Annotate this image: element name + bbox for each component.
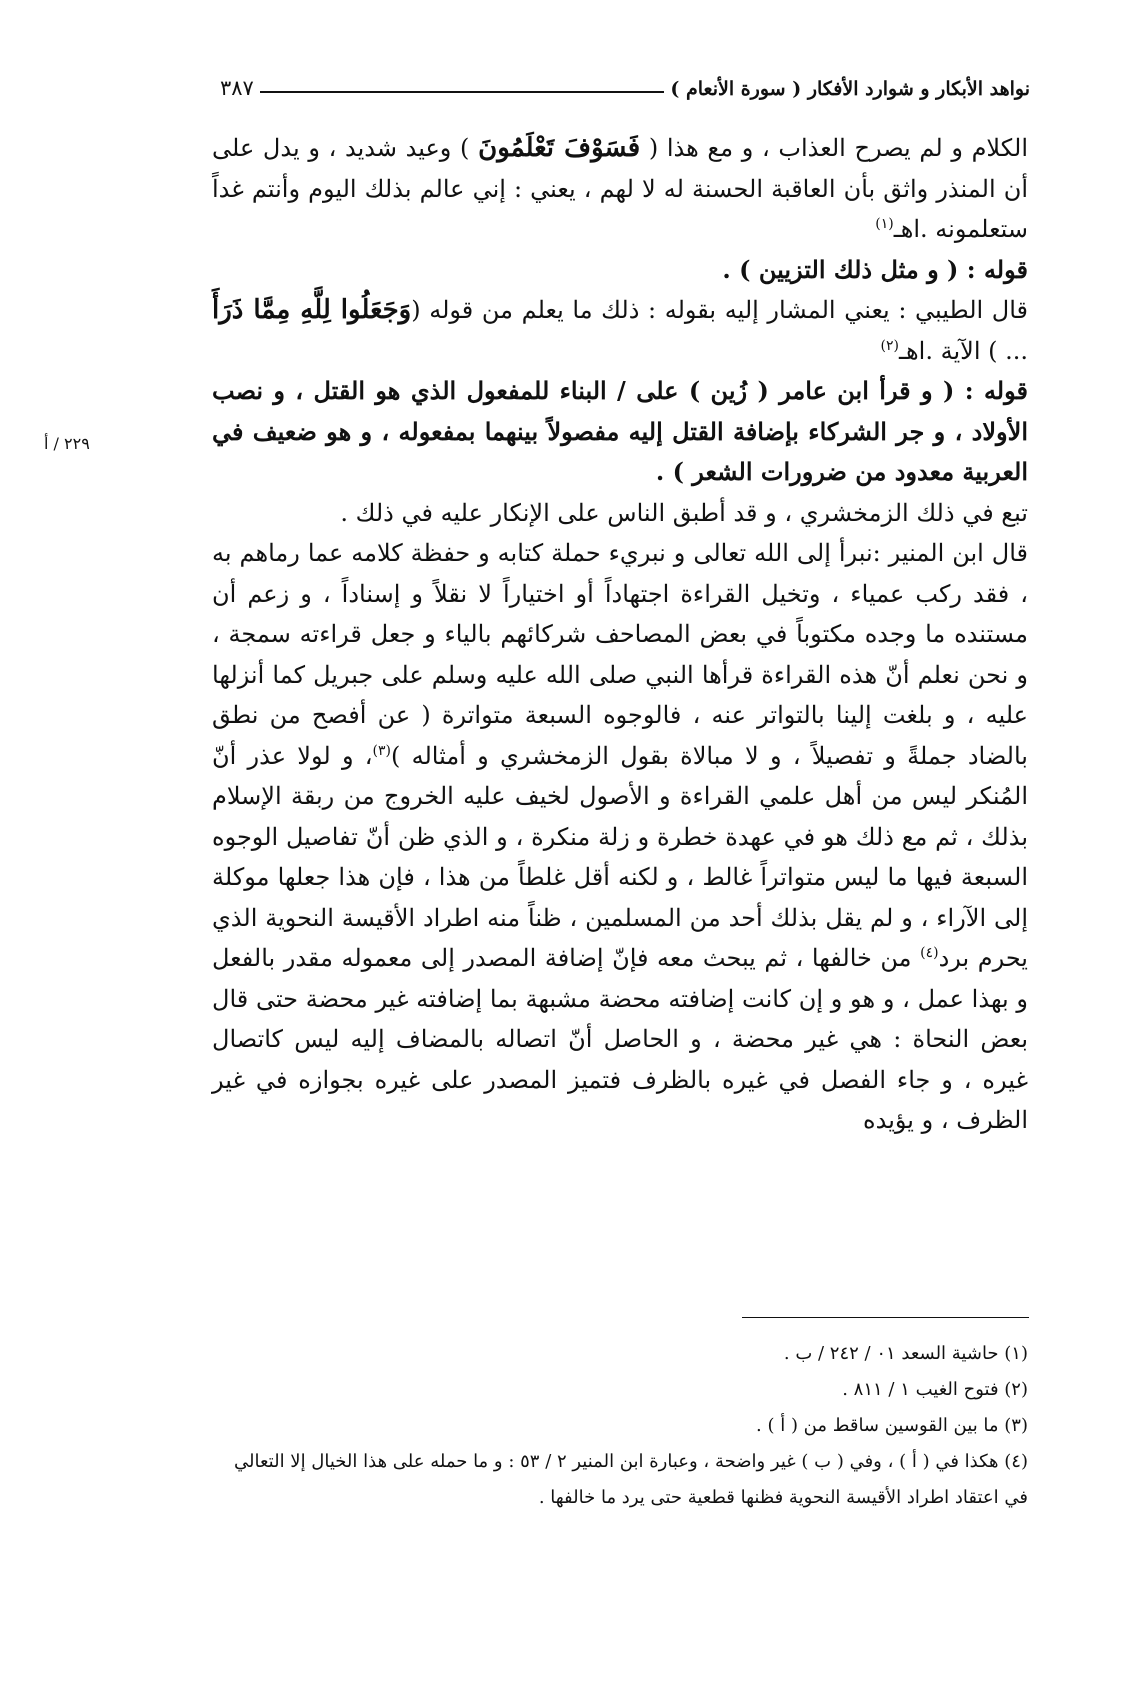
header-rule xyxy=(260,91,665,93)
p3-text-a: قال الطيبي : يعني المشار إليه بقوله : ذلك ما يعلم من قوله ( xyxy=(411,296,1029,324)
footnote-ref-2: (٢) xyxy=(880,337,899,354)
margin-folio-reference: ٢٢٩ / أ xyxy=(44,434,90,453)
footnote-3: (٣) ما بين القوسين ساقط من ( أ ) . xyxy=(756,1415,1028,1436)
footnote-separator xyxy=(742,1317,1029,1318)
page-number: ٣٨٧ xyxy=(220,76,254,100)
p1-text-a: الكلام و لم يصرح العذاب ، و مع هذا ( xyxy=(648,134,1028,162)
footnote-2: (٢) فتوح الغيب ١ / ٨١١ . xyxy=(842,1379,1028,1400)
footnote-ref-1: (١) xyxy=(875,216,894,232)
p6-text-c: من خالفها ، ثم يبحث معه فإنّ إضافة المصدر إلى معموله مقدر بالفعل و بهذا عمل ، و هو و إن كانت إضافته محضة مشبهة بما إضافته غير محضة حتى قال بعض النحاة : هي غير محضة ، و الحاصل أنّ اتصاله بالمضاف إليه ليس كاتصال غيره ، و جاء الفصل في غيره بالظرف فتميز المصدر على غيره بجوازه في غير الظرف ، و يؤيده xyxy=(212,944,1029,1134)
paragraph-4-heading: قوله : ( و قرأ ابن عامر ( زُين ) على / البناء للمفعول الذي هو القتل ، و نصب الأولاد ، و جر الشركاء بإضافة القتل إليه مفصولاً بينهما بمفعوله ، و هو ضعيف في العربية معدود من ضرورات الشعر ) . xyxy=(212,376,1028,486)
quran-quote-1: فَسَوْفَ تَعْلَمُونَ xyxy=(478,133,641,163)
body-text xyxy=(212,128,1028,1141)
p6-text-a: قال ابن المنير :نبرأ إلى الله تعالى و نبريء حملة كتابه و حفظة كلامه عما رماهم به ، فقد ركب عمياء ، وتخيل القراءة اجتهاداً أو اختياراً لا نقلاً و إسناداً ، و زعم أن مستنده ما وجده مكتوباً في بعض المصاحف شركائهم بالياء و جعل قراءته سمجة ، و نحن نعلم أنّ هذه القراءة قرأها النبي صلى الله عليه وسلم على جبريل كما أنزلها عليه ، و بلغت إلينا بالتواتر عنه ، فالوجوه السبعة متواترة ( عن أفصح من نطق بالضاد جملةً و تفصيلاً ، و لا مبالاة بقول الزمخشري و أمثاله ) xyxy=(212,539,1028,770)
paragraph-2-heading: قوله : ( و مثل ذلك التزيين ) . xyxy=(722,254,1028,284)
quran-quote-2: وَجَعَلُوا لِلَّهِ مِمَّا ذَرَأَ xyxy=(212,295,412,325)
paragraph-6 xyxy=(212,533,1028,1141)
header-title: نواهد الأبكار و شوارد الأفكار ( سورة الأنعام ) xyxy=(670,78,1030,100)
footnote-ref-4: (٤) xyxy=(920,945,939,961)
footnote-1: (١) حاشية السعد ٠١ / ٢٤٢ / ب . xyxy=(783,1343,1028,1364)
paragraph-5: تبع في ذلك الزمخشري ، و قد أطبق الناس على الإنكار عليه في ذلك . xyxy=(340,498,1028,527)
paragraph-3 xyxy=(212,290,1028,371)
p1-text-b: ) وعيد شديد ، و يدل على أن المنذر واثق بأن العاقبة الحسنة له لا لهم ، يعني : إني عالم بذلك اليوم وأنتم غداً ستعلمونه .اهـ xyxy=(212,134,1028,243)
p3-text-b: ... ) الآية .اهـ xyxy=(898,336,1028,365)
running-header xyxy=(220,66,1030,100)
footnote-4: (٤) هكذا في ( أ ) ، وفي ( ب ) غير واضحة ، وعبارة ابن المنير ٢ / ٥٣ : و ما حمله على هذا الخيال إلا التعالي في اعتقاد اطراد الأقيسة النحوية فظنها قطعية حتى يرد ما خالفها . xyxy=(234,1451,1028,1508)
footnotes xyxy=(212,1336,1028,1516)
footnote-ref-3: (٣) xyxy=(372,742,391,759)
paragraph-1 xyxy=(212,128,1028,250)
p6-text-b: ، و لولا عذر أنّ المُنكر ليس من أهل علمي القراءة و الأصول لخيف عليه الخروج من ربقة الإسلام بذلك ، ثم مع ذلك هو في عهدة خطرة و زلة منكرة ، و الذي ظن أنّ تفاصيل الوجوه السبعة فيها ما ليس متواتراً غالط ، و لكنه أقل غلطاً من هذا ، فإن هذا جعلها موكلة إلى الآراء ، و لم يقل بذلك أحد من المسلمين ، ظناً منه اطراد الأقيسة النحوية الذي يحرم برد xyxy=(212,741,1028,972)
